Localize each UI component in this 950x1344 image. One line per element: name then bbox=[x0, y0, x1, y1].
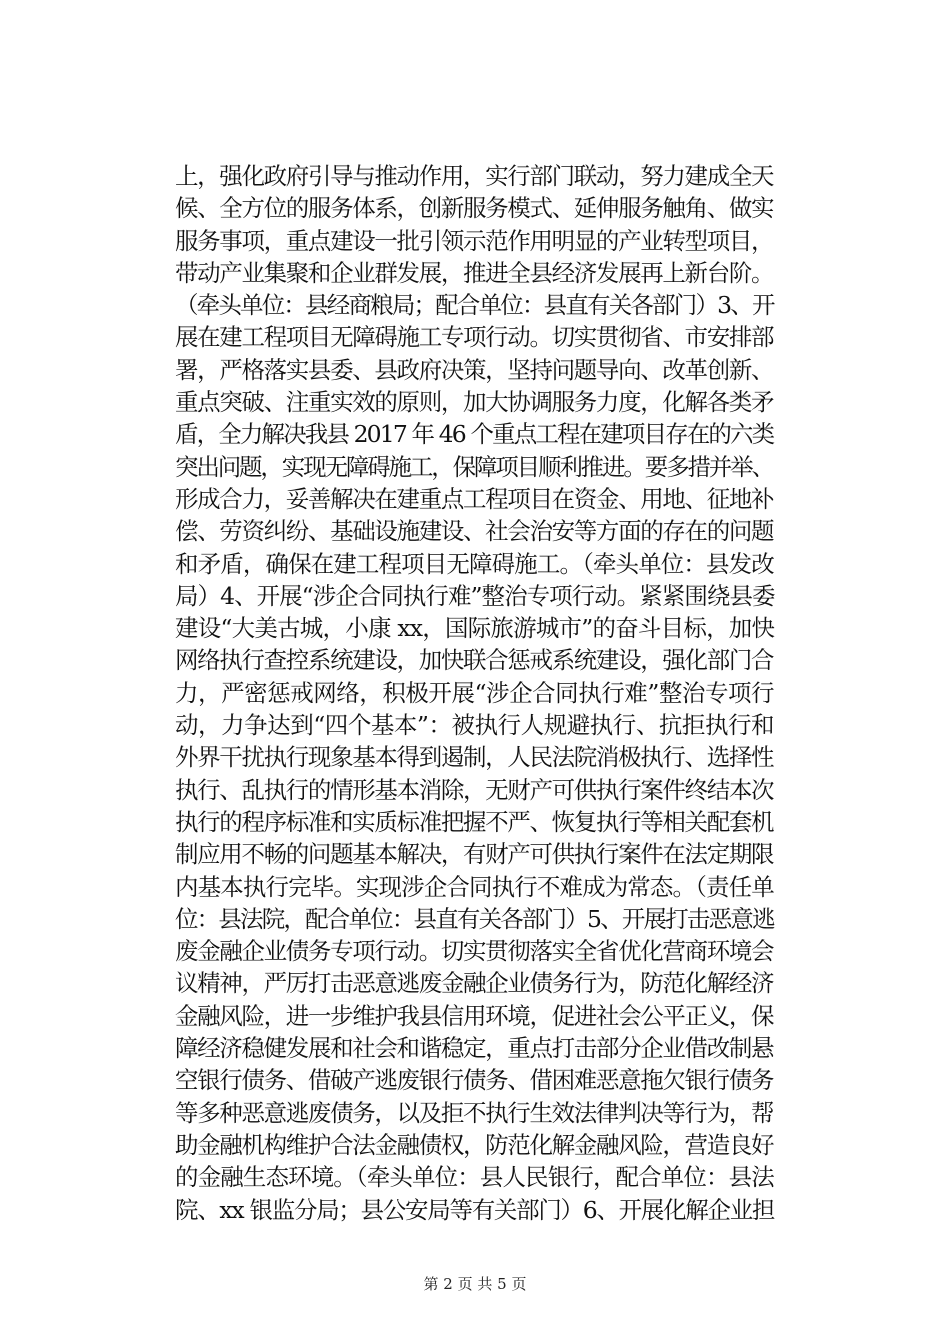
text-line: 废金融企业债务专项行动。切实贯彻落实全省优化营商环境会 bbox=[175, 937, 774, 966]
text-line: 突出问题，实现无障碍施工，保障项目顺利推进。要多措并举、 bbox=[175, 452, 773, 481]
text-line: 金融风险，进一步维护我县信用环境，促进社会公平正义，保 bbox=[175, 1001, 774, 1030]
text-line: 服务事项，重点建设一批引领示范作用明显的产业转型项目， bbox=[175, 226, 774, 255]
text-line: 网络执行查控系统建设，加快联合惩戒系统建设，强化部门合 bbox=[175, 646, 774, 675]
text-line: 力，严密惩戒网络，积极开展“涉企合同执行难”整治专项行 bbox=[175, 678, 775, 707]
text-line: 助金融机构维护合法金融债权，防范化解金融风险，营造良好 bbox=[175, 1130, 774, 1159]
text-line: 动，力争达到“四个基本”：被执行人规避执行、抗拒执行和 bbox=[175, 711, 775, 740]
text-line: 外界干扰执行现象基本得到遏制，人民法院消极执行、选择性 bbox=[175, 743, 774, 772]
text-line: 议精神，严厉打击恶意逃废金融企业债务行为，防范化解经济 bbox=[175, 969, 774, 998]
text-line: 内基本执行完毕。实现涉企合同执行不难成为常态。（责任单 bbox=[175, 872, 774, 901]
text-line: 建设“大美古城，小康 xx，国际旅游城市”的奋斗目标，加快 bbox=[175, 614, 775, 643]
text-line: 位：县法院，配合单位：县直有关各部门）5、开展打击恶意逃 bbox=[175, 904, 774, 933]
text-line: 偿、劳资纠纷、基础设施建设、社会治安等方面的存在的问题 bbox=[175, 517, 774, 546]
text-line: 局）4、开展“涉企合同执行难”整治专项行动。紧紧围绕县委 bbox=[175, 581, 775, 610]
text-line: 院、xx 银监分局；县公安局等有关部门）6、开展化解企业担 bbox=[175, 1195, 775, 1224]
text-line: 重点突破、注重实效的原则，加大协调服务力度，化解各类矛 bbox=[175, 388, 774, 417]
body-text bbox=[175, 160, 775, 1226]
text-line: （牵头单位：县经商粮局；配合单位：县直有关各部门）3、开 bbox=[175, 291, 774, 320]
text-line: 执行的程序标准和实质标准把握不严、恢复执行等相关配套机 bbox=[175, 807, 774, 836]
text-line: 上，强化政府引导与推动作用，实行部门联动，努力建成全天 bbox=[175, 162, 774, 190]
text-line: 的金融生态环境。（牵头单位：县人民银行，配合单位：县法 bbox=[175, 1163, 774, 1192]
text-line: 带动产业集聚和企业群发展，推进全县经济发展再上新台阶。 bbox=[175, 258, 774, 287]
text-line: 制应用不畅的问题基本解决，有财产可供执行案件在法定期限 bbox=[175, 840, 774, 869]
text-line: 候、全方位的服务体系，创新服务模式、延伸服务触角、做实 bbox=[175, 194, 774, 223]
page-footer: 第 2 页 共 5 页 bbox=[423, 1275, 527, 1293]
text-line: 障经济稳健发展和社会和谐稳定，重点打击部分企业借改制悬 bbox=[175, 1034, 774, 1063]
text-line: 盾，全力解决我县 2017 年 46 个重点工程在建项目存在的六类 bbox=[175, 420, 774, 449]
text-line: 空银行债务、借破产逃废银行债务、借困难恶意拖欠银行债务 bbox=[175, 1066, 774, 1095]
text-line: 执行、乱执行的情形基本消除，无财产可供执行案件终结本次 bbox=[175, 775, 774, 804]
text-line: 展在建工程项目无障碍施工专项行动。切实贯彻省、市安排部 bbox=[175, 323, 774, 352]
text-line: 形成合力，妥善解决在建重点工程项目在资金、用地、征地补 bbox=[175, 484, 774, 513]
text-line: 等多种恶意逃废债务，以及拒不执行生效法律判决等行为，帮 bbox=[175, 1098, 774, 1127]
text-line: 和矛盾，确保在建工程项目无障碍施工。（牵头单位：县发改 bbox=[175, 549, 774, 578]
text-line: 署，严格落实县委、县政府决策，坚持问题导向、改革创新、 bbox=[175, 355, 774, 384]
